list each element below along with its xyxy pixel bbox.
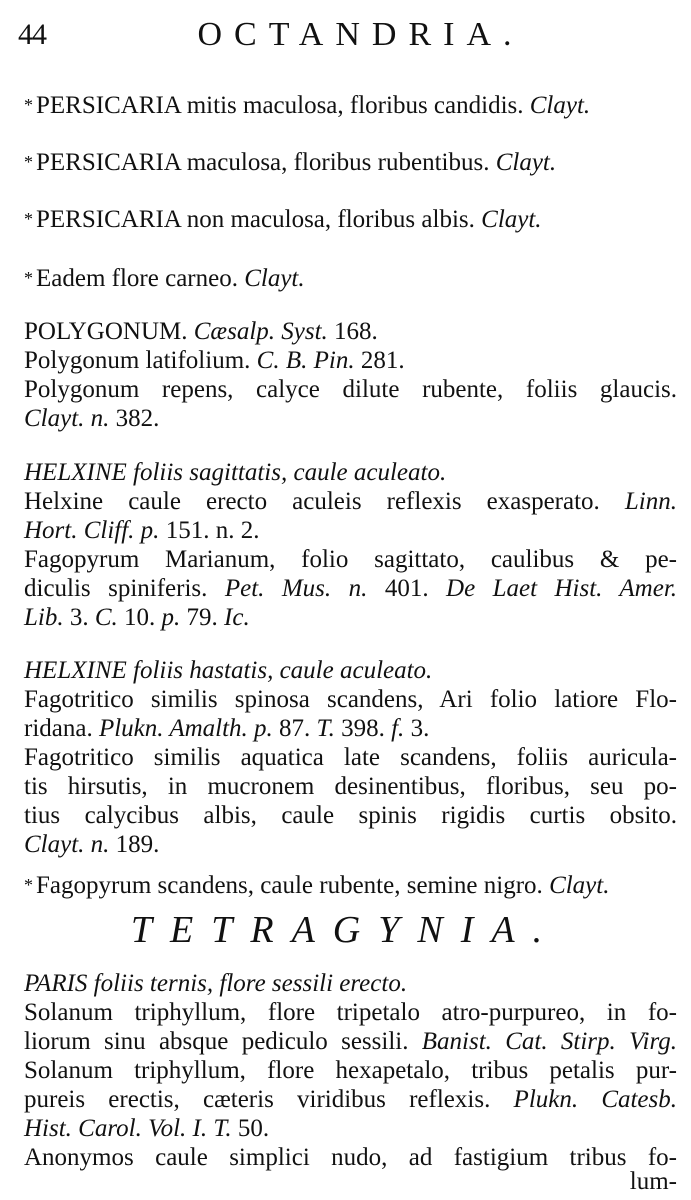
text-line: [24, 318, 677, 346]
italic-text: Clayt. n.: [24, 405, 110, 432]
text-line: [24, 92, 677, 121]
text-line: [24, 1057, 677, 1085]
roman-text: 168.: [334, 318, 378, 345]
text-line: [24, 376, 677, 404]
roman-text: POLYGONUM.: [24, 318, 188, 345]
text-line: [24, 970, 677, 998]
italic-text: C.: [94, 604, 118, 631]
roman-text: 10.: [124, 604, 156, 631]
text-line: [24, 715, 677, 743]
italic-text: f.: [391, 715, 405, 742]
roman-text: diculis spiniferis.: [24, 575, 208, 602]
italic-text: Clayt. n.: [24, 831, 110, 858]
italic-text: Hist. Carol. Vol. I. T.: [24, 1115, 232, 1142]
text-line: [24, 347, 677, 375]
running-title: OCTANDRIA.: [197, 16, 524, 53]
roman-text: PERSICARIA non maculosa, floribus albis.: [36, 206, 475, 233]
roman-text: 3.: [69, 604, 89, 631]
italic-text: De Laet Hist. Amer.: [446, 575, 678, 602]
roman-text: 382.: [115, 405, 160, 432]
roman-text: 151. n. 2.: [165, 517, 260, 544]
roman-text: Solanum triphyllum, flore hexapetalo, tribus petalis pur-: [24, 1057, 677, 1084]
italic-text: Clayt.: [495, 149, 557, 176]
roman-text: Fagopyrum Marianum, folio sagittato, caulibus & pe-: [24, 546, 677, 573]
roman-text: Polygonum latifolium.: [24, 347, 251, 374]
roman-text: PERSICARIA maculosa, floribus rubentibus.: [36, 149, 490, 176]
text-line: [24, 657, 677, 685]
roman-text: Eadem flore carneo.: [36, 265, 238, 292]
text-line: [24, 1028, 677, 1056]
roman-text: Fagotritico similis aquatica late scandens, foliis auricula-: [24, 744, 677, 771]
italic-text: Clayt.: [244, 265, 305, 292]
italic-text: Clayt.: [529, 92, 591, 119]
roman-text: 79.: [186, 604, 218, 631]
text-line: [24, 831, 677, 859]
text-line: [24, 517, 677, 545]
italic-text: C. B. Pin.: [256, 347, 355, 374]
roman-text: 398.: [341, 715, 385, 742]
italic-text: Clayt.: [549, 872, 610, 899]
roman-text: Helxine caule erecto aculeis reflexis exasperato.: [24, 488, 600, 515]
roman-text: 189.: [115, 831, 160, 858]
italic-text: Linn.: [624, 488, 677, 515]
italic-text: Plukn. Amalth. p.: [98, 715, 273, 742]
text-line: [24, 604, 677, 632]
text-line: [24, 744, 677, 772]
asterisk-mark: *: [24, 95, 33, 115]
italic-text: Clayt.: [481, 206, 542, 233]
text-line: [24, 405, 677, 433]
text-line: [24, 459, 677, 487]
asterisk-mark: *: [24, 152, 33, 172]
text-line: [24, 773, 677, 801]
text-line: [24, 1086, 677, 1114]
roman-text: Anonymos caule simplici nudo, ad fastigium tribus fo-: [24, 1144, 677, 1171]
page-header: [14, 8, 677, 58]
text-line: [24, 265, 677, 294]
section-title: TETRAGYNIA.: [130, 909, 561, 951]
roman-text: PERSICARIA mitis maculosa, floribus candidis.: [36, 92, 524, 119]
roman-text: pureis erectis, cæteris viridibus reflexis.: [24, 1086, 491, 1113]
italic-text: HELXINE foliis sagittatis, caule aculeato.: [24, 459, 447, 486]
text-line: [24, 686, 677, 714]
italic-text: Plukn. Catesb.: [513, 1086, 678, 1113]
italic-text: Hort. Cliff. p.: [24, 517, 160, 544]
roman-text: Solanum triphyllum, flore tripetalo atro-purpureo, in fo-: [24, 999, 677, 1026]
italic-text: Ic.: [224, 604, 250, 631]
italic-text: p.: [161, 604, 181, 631]
roman-text: ridana.: [24, 715, 93, 742]
text-line: [24, 802, 677, 830]
roman-text: Fagopyrum scandens, caule rubente, semine nigro.: [36, 872, 543, 899]
roman-text: tius calycibus albis, caule spinis rigidis curtis obsito.: [24, 802, 677, 829]
italic-text: Banist. Cat. Stirp. Virg.: [421, 1028, 678, 1055]
text-line: [24, 546, 677, 574]
text-line: [24, 1115, 677, 1143]
roman-text: 87.: [279, 715, 311, 742]
roman-text: 50.: [237, 1115, 270, 1142]
roman-text: 401.: [384, 575, 429, 602]
text-line: [24, 999, 677, 1027]
italic-text: Cæsalp. Syst.: [193, 318, 328, 345]
roman-text: 281.: [360, 347, 405, 374]
italic-text: PARIS foliis ternis, flore sessili erecto.: [24, 970, 408, 997]
text-line: [24, 575, 677, 603]
page-number: 44: [18, 18, 46, 51]
roman-text: tis hirsutis, in mucronem desinentibus, floribus, seu po-: [24, 773, 677, 800]
italic-text: T.: [316, 715, 335, 742]
text-line: [24, 206, 677, 235]
italic-text: HELXINE foliis hastatis, caule aculeato.: [24, 657, 433, 684]
roman-text: Fagotritico similis spinosa scandens, Ari folio latiore Flo-: [24, 686, 677, 713]
asterisk-mark: *: [24, 268, 33, 288]
asterisk-mark: *: [24, 875, 33, 895]
italic-text: Lib.: [24, 604, 64, 631]
catchword: lum-: [629, 1168, 677, 1195]
text-line: [24, 149, 677, 178]
roman-text: 3.: [410, 715, 430, 742]
roman-text: Polygonum repens, calyce dilute rubente, foliis glaucis.: [24, 376, 677, 403]
roman-text: liorum sinu absque pediculo sessili.: [24, 1028, 409, 1055]
text-line: [24, 872, 677, 901]
asterisk-mark: *: [24, 209, 33, 229]
text-line: [24, 488, 677, 516]
italic-text: Pet. Mus. n.: [224, 575, 368, 602]
